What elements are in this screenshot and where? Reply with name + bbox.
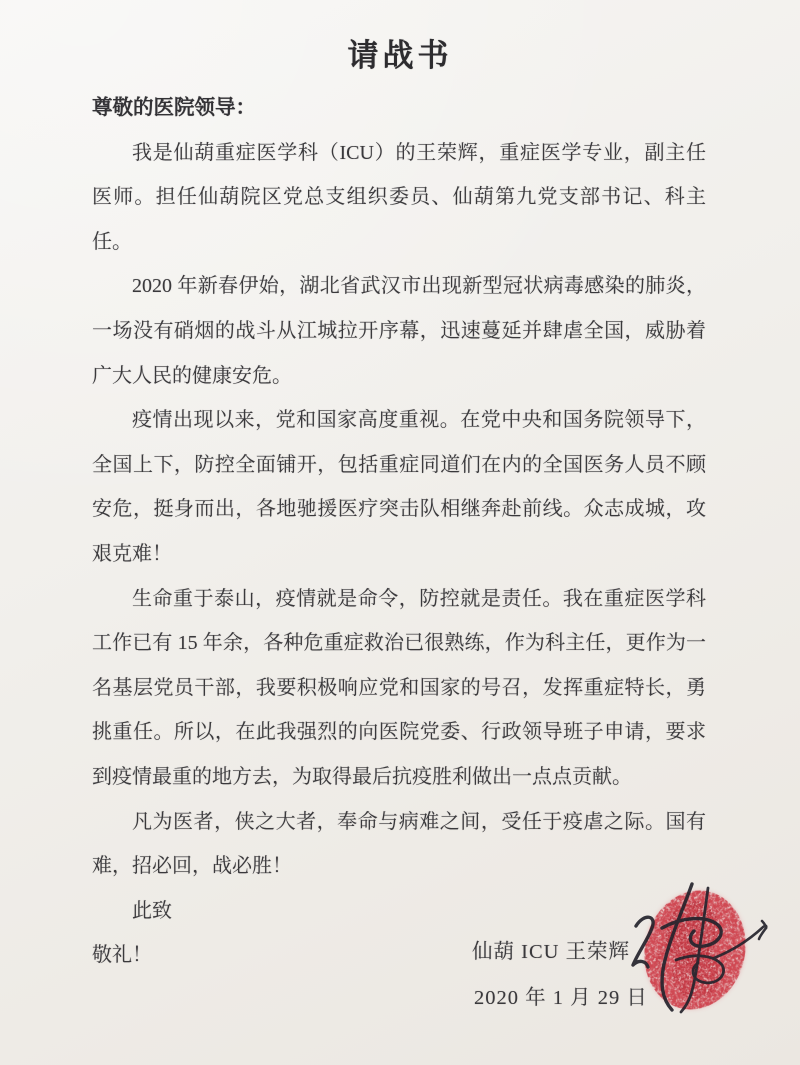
- letter-title: 请战书: [347, 38, 453, 73]
- closing-salute: 敬礼！: [92, 944, 152, 967]
- letter-body: [92, 86, 706, 978]
- signature-name: 仙葫 ICU 王荣辉: [472, 941, 631, 963]
- closing-respectfully: 此致: [132, 899, 172, 922]
- thumbprint-and-signature: [596, 868, 800, 1065]
- paragraph-3: 疫情出现以来，党和国家高度重视。在党中央和国务院领导下，全国上下，防控全面铺开，包括重症同道们在内的全国医务人员不顾安危，挺身而出，各地驰援医疗突击队相继奔赴前线。众志成城，攻艰克难！: [92, 409, 706, 565]
- thumbprint-stamp: [632, 880, 758, 1021]
- paragraph-1: 我是仙葫重症医学科（ICU）的王荣辉，重症医学专业，副主任医师。担任仙葫院区党总支组织委员、仙葫第九党支部书记、科主任。: [92, 141, 706, 253]
- paragraph-5: 凡为医者，侠之大者，奉命与病难之间，受任于疫虐之际。国有难，招必回，战必胜！: [92, 810, 706, 878]
- paragraph-4: 生命重于泰山，疫情就是命令，防控就是责任。我在重症医学科工作已有 15 年余，各种危重症救治已很熟练，作为科主任，更作为一名基层党员干部，我要积极响应党和国家的号召，发挥重症特长，勇挑重任。所以，在此我强烈的向医院党委、行政领导班子申请，要求到疫情最重的地方去，为取得最后抗疫胜利做出一点点贡献。: [92, 587, 706, 788]
- salutation: 尊敬的医院领导：: [92, 97, 256, 119]
- signature-date: 2020 年 1 月 29 日: [474, 987, 648, 1009]
- paragraph-2: 2020 年新春伊始，湖北省武汉市出现新型冠状病毒感染的肺炎，一场没有硝烟的战斗从江城拉开序幕，迅速蔓延并肆虐全国，威胁着广大人民的健康安危。: [92, 275, 706, 387]
